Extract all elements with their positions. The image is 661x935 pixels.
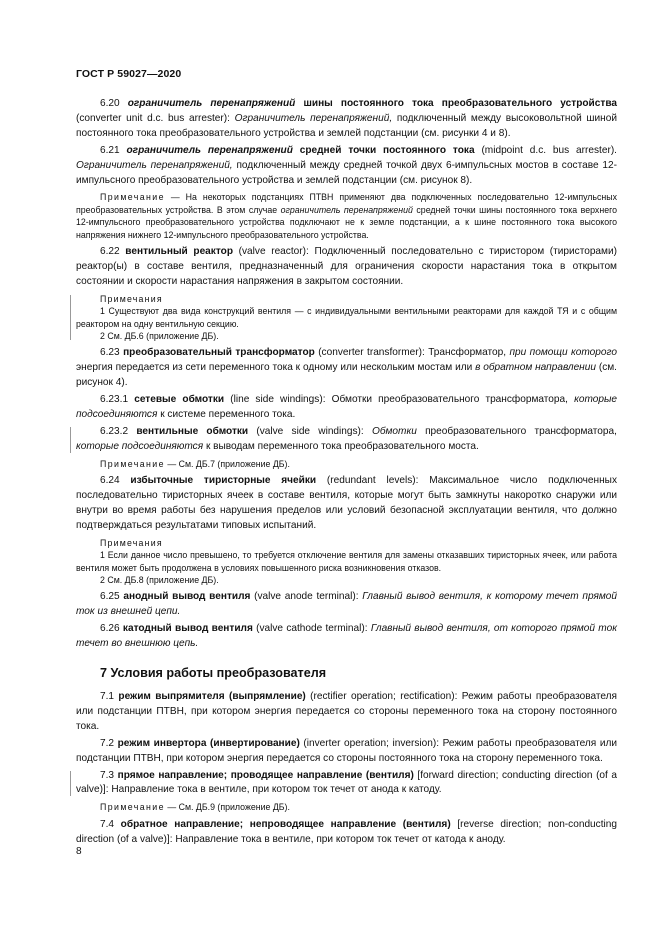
clause-7-2: 7.2 режим инвертора (инвертирование) (inverter operation; inversion): Режим работы преобразователя или подстанции ПТВН, при котором энергия передается со стороны постоянного тока на сторону переменного тока. [76,737,618,764]
clause-6-25: 6.25 анодный вывод вентиля (valve anode terminal): Главный вывод вентиля, к которому течет прямой ток из внешней цепи. [76,591,618,618]
clause-7-3: 7.3 прямое направление; проводящее направление (вентиля) [forward direction; conducting direction (of a valve)]: Направление тока в вентиле, при котором ток течет от анода к катоду. [76,769,617,799]
term: ограничитель перенапряжений [127,98,296,109]
term: обратное направление; непроводящее направление (вентиля) [120,818,451,830]
term: прямое направление; проводящее направление (вентиля) [117,769,414,781]
standard-header: ГОСТ Р 59027—2020 [76,68,182,80]
term: режим инвертора (инвертирование) [117,737,300,749]
clause-6-26: 6.26 катодный вывод вентиля (valve cathode terminal): Главный вывод вентиля, от которого прямой ток течет во внешнюю цепь. [76,623,617,650]
clause-6-23-2: 6.23.2 вентильные обмотки (valve side windings): Обмотки преобразовательного трансформатора, которые подсоединяются к выводам переменного тока преобразовательного моста. [76,425,617,455]
term: ограничитель перенапряжений [126,144,293,156]
term: преобразовательный трансформатор [123,347,315,359]
term: вентильный реактор [125,246,233,258]
term: анодный вывод вентиля [123,591,251,603]
note-6-21: Примечание — На некоторых подстанциях ПТВН применяют два подключенных последовательно 12-импульсных преобразовательных устройства. В этом случае ограничитель перенапряжений средней точки шины постоянного тока верхнего 12-импульсного преобразовательного устройства подключают не к земле подстанции, а к шине постоянного тока высокого напряжения нижнего 12-импульсного преобразовательного устройства. [76,192,617,240]
page-number: 8 [76,846,82,857]
term: вентильные обмотки [136,425,249,437]
clause-6-23: 6.23 преобразовательный трансформатор (converter transformer): Трансформатор, при помощи которого энергия передается из сети переменного тока к одному или нескольким мостам или в обратном направлении (см. рисунок 4). [76,347,617,389]
notes-6-24: Примечания 1 Если данное число превышено, то требуется отключение вентиля для замены отказавших тиристорных ячеек, или работа вентиля может быть продолжена в условиях повышенного риска возникновения отказов. 2 См. ДБ.8 (приложение ДБ). [76,537,617,585]
clause-6-23-1: 6.23.1 сетевые обмотки (line side windings): Обмотки преобразовательного трансформатора, которые подсоединяются к системе переменного тока. [76,394,618,421]
clause-6-21: 6.21 ограничитель перенапряжений средней точки постоянного тока (midpoint d.c. bus arrester). Ограничитель перенапряжений, подключенный между средней точкой двух 6-импульсных мостов в составе 12-импульсного преобразовательного устройства и землей подстанции (см. рисунок 8). [76,144,617,186]
section-7-heading: 7 Условия работы преобразователя [100,666,327,681]
term: катодный вывод вентиля [122,623,253,635]
note-6-23-2: Примечание — См. ДБ.7 (приложение ДБ). [100,458,290,469]
note-7-3: Примечание — См. ДБ.9 (приложение ДБ). [100,802,290,813]
clause-7-4: 7.4 обратное направление; непроводящее направление (вентиля) [reverse direction; non-conducting direction (of a valve)]: Направление тока в вентиле, при котором ток течет от катода к аноду. [76,818,617,845]
document-body [76,97,617,850]
term: режим выпрямителя (выпрямление) [118,691,306,703]
term: сетевые обмотки [134,394,225,406]
notes-6-22: Примечания 1 Существуют два вида конструкций вентиля — с индивидуальными вентильными реакторами для каждой ТЯ и с общим реактором на одну вентильную секцию. 2 См. ДБ.6 (приложение ДБ). [76,293,617,341]
clause-6-24: 6.24 избыточные тиристорные ячейки (redundant levels): Максимальное число подключенных последовательно тиристорных ячеек в составе вентиля, которые могут быть замкнуты накоротко снаружи или внутри во время работы без нарушения пределов или условий безопасной эксплуатации вентиля, что должно подтверждаться результатами типовых испытаний. [76,475,617,531]
term: избыточные тиристорные ячейки [130,475,317,487]
clause-6-22: 6.22 вентильный реактор (valve reactor): Подключенный последовательно с тиристором (тиристорами) реактор(ы) в составе вентиля, предназначенный для ограничения скорости нарастания тока в открытом состоянии и скорости нарастания напряжения в закрытом состоянии. [76,246,617,287]
clause-7-1: 7.1 режим выпрямителя (выпрямление) (rectifier operation; rectification): Режим работы преобразователя или подстанции ПТВН, при котором энергия передается со стороны переменного тока на сторону постоянного тока. [76,691,617,732]
clause-6-20: 6.20 ограничитель перенапряжений шины постоянного тока преобразовательного устройства (converter unit d.c. bus arrester): Ограничитель перенапряжений, подключенный между высоковольтной шиной постоянного тока преобразовательного устройства и землей подстанции (см. рисунки 4 и 8). [76,98,618,139]
